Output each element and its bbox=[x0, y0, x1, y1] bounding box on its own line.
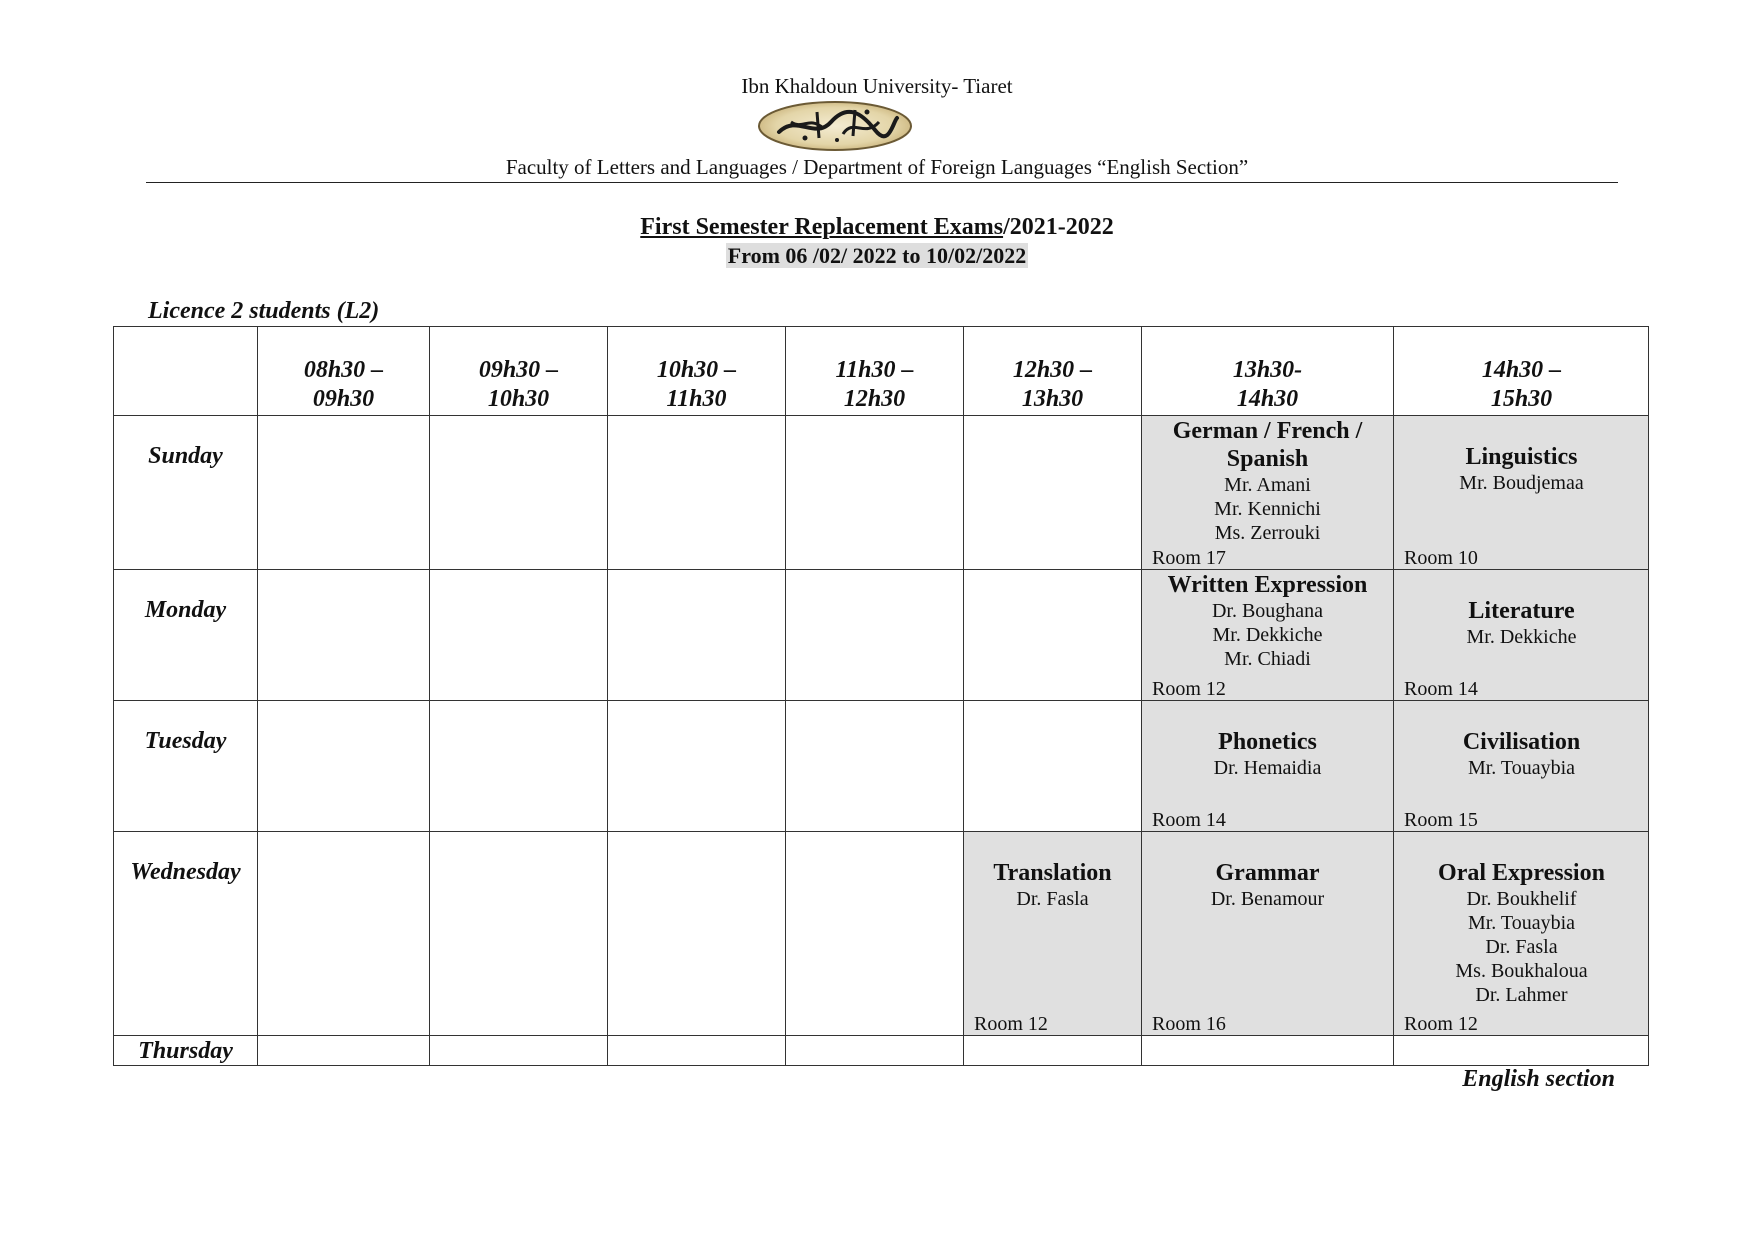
exam-teacher: Mr. Touaybia bbox=[1467, 912, 1576, 934]
exam-subject: German / French / bbox=[1172, 418, 1363, 444]
empty-slot-cell bbox=[257, 569, 429, 700]
exam-subject: Written Expression bbox=[1167, 572, 1368, 598]
timeslot-label bbox=[430, 356, 607, 414]
empty-slot-cell bbox=[963, 415, 1141, 569]
exam-teacher: Mr. Dekkiche bbox=[1212, 624, 1323, 646]
exam-room: Room 12 bbox=[1152, 678, 1226, 700]
empty-slot-cell bbox=[963, 1035, 1141, 1066]
title-main: First Semester Replacement Exams bbox=[640, 214, 1004, 240]
timeslot-header bbox=[429, 326, 607, 415]
empty-slot-cell bbox=[429, 1035, 607, 1066]
exam-details bbox=[1144, 728, 1391, 780]
exam-room: Room 14 bbox=[1152, 809, 1226, 831]
exam-details bbox=[1144, 859, 1391, 911]
exam-cell bbox=[1393, 569, 1649, 700]
empty-slot-cell bbox=[429, 415, 607, 569]
exam-teacher: Dr. Hemaidia bbox=[1213, 757, 1322, 779]
empty-slot-cell bbox=[785, 415, 963, 569]
exam-details bbox=[1396, 859, 1647, 1007]
empty-slot-cell bbox=[429, 569, 607, 700]
day-label-cell bbox=[113, 831, 257, 1035]
day-label-cell bbox=[113, 1035, 257, 1066]
date-range-text: From 06 /02/ 2022 to 10/02/2022 bbox=[727, 243, 1027, 268]
empty-slot-cell bbox=[257, 1035, 429, 1066]
day-label: Sunday bbox=[148, 443, 223, 469]
exam-details bbox=[1396, 597, 1647, 649]
header-divider bbox=[146, 182, 1618, 183]
exam-subject: Translation bbox=[993, 860, 1112, 886]
footer-signature: English section bbox=[1462, 1066, 1615, 1092]
timeslot-end: 12h30 bbox=[843, 386, 906, 412]
timeslot-end: 11h30 bbox=[666, 386, 727, 412]
exam-room: Room 15 bbox=[1404, 809, 1478, 831]
timeslot-header bbox=[257, 326, 429, 415]
exam-details bbox=[966, 859, 1139, 911]
exam-subject: Grammar bbox=[1215, 860, 1320, 886]
empty-slot-cell bbox=[785, 831, 963, 1035]
exam-cell bbox=[963, 831, 1141, 1035]
empty-slot-cell bbox=[429, 700, 607, 831]
timeslot-start: 08h30 – bbox=[303, 357, 384, 383]
exam-cell bbox=[1141, 831, 1393, 1035]
exam-details bbox=[1396, 443, 1647, 495]
exam-teacher: Dr. Fasla bbox=[1485, 936, 1558, 958]
timeslot-header bbox=[963, 326, 1141, 415]
exam-room: Room 12 bbox=[1404, 1013, 1478, 1035]
timeslot-start: 09h30 – bbox=[478, 357, 559, 383]
exam-room: Room 17 bbox=[1152, 547, 1226, 569]
header-corner-cell bbox=[113, 326, 257, 415]
empty-slot-cell bbox=[1393, 1035, 1649, 1066]
empty-slot-cell bbox=[785, 700, 963, 831]
exam-cell bbox=[1141, 569, 1393, 700]
exam-teacher: Dr. Boughana bbox=[1211, 600, 1324, 622]
timeslot-start: 10h30 – bbox=[656, 357, 737, 383]
university-calligraphy-logo-icon bbox=[757, 100, 913, 152]
empty-slot-cell bbox=[1141, 1035, 1393, 1066]
timeslot-label bbox=[608, 356, 785, 414]
timeslot-label bbox=[786, 356, 963, 414]
exam-date-range bbox=[0, 243, 1754, 269]
timeslot-label bbox=[1394, 356, 1649, 414]
exam-cell bbox=[1393, 831, 1649, 1035]
empty-slot-cell bbox=[607, 1035, 785, 1066]
timeslot-start: 11h30 – bbox=[835, 357, 914, 383]
exam-teacher: Mr. Dekkiche bbox=[1466, 626, 1577, 648]
timeslot-end: 13h30 bbox=[1021, 386, 1084, 412]
day-label: Thursday bbox=[138, 1038, 233, 1064]
timeslot-start: 14h30 – bbox=[1481, 357, 1562, 383]
exam-cell bbox=[1393, 415, 1649, 569]
exam-cell bbox=[1393, 700, 1649, 831]
day-label-cell bbox=[113, 569, 257, 700]
timeslot-label bbox=[1142, 356, 1393, 414]
exam-subject: Literature bbox=[1468, 598, 1575, 624]
exam-room: Room 12 bbox=[974, 1013, 1048, 1035]
empty-slot-cell bbox=[257, 700, 429, 831]
empty-slot-cell bbox=[607, 569, 785, 700]
exam-subject: Linguistics bbox=[1465, 444, 1578, 470]
exam-details bbox=[1396, 728, 1647, 780]
exam-teacher: Ms. Zerrouki bbox=[1214, 522, 1321, 544]
timeslot-end: 15h30 bbox=[1490, 386, 1553, 412]
timeslot-label bbox=[964, 356, 1141, 414]
exam-teacher: Dr. Fasla bbox=[1016, 888, 1089, 910]
timeslot-end: 09h30 bbox=[312, 386, 375, 412]
timeslot-header bbox=[607, 326, 785, 415]
exam-timetable bbox=[113, 326, 1649, 1066]
exam-teacher: Mr. Chiadi bbox=[1224, 648, 1311, 670]
empty-slot-cell bbox=[607, 831, 785, 1035]
exam-teacher: Mr. Touaybia bbox=[1467, 757, 1576, 779]
empty-slot-cell bbox=[429, 831, 607, 1035]
exam-room: Room 14 bbox=[1404, 678, 1478, 700]
empty-slot-cell bbox=[963, 700, 1141, 831]
exam-subject: Oral Expression bbox=[1438, 860, 1605, 886]
faculty-name: Faculty of Letters and Languages / Department of Foreign Languages “English Section” bbox=[505, 155, 1249, 179]
empty-slot-cell bbox=[785, 1035, 963, 1066]
day-label: Wednesday bbox=[130, 859, 241, 885]
exam-details bbox=[1144, 417, 1391, 545]
page-title bbox=[0, 214, 1754, 241]
exam-subject: Phonetics bbox=[1218, 729, 1317, 755]
exam-room: Room 16 bbox=[1152, 1013, 1226, 1035]
timeslot-end: 10h30 bbox=[487, 386, 550, 412]
day-label-cell bbox=[113, 700, 257, 831]
exam-teacher: Mr. Boudjemaa bbox=[1459, 472, 1584, 494]
day-label: Monday bbox=[144, 597, 227, 623]
exam-details bbox=[1144, 571, 1391, 671]
empty-slot-cell bbox=[607, 700, 785, 831]
empty-slot-cell bbox=[607, 415, 785, 569]
empty-slot-cell bbox=[257, 415, 429, 569]
exam-teacher: Ms. Boukhaloua bbox=[1455, 960, 1588, 982]
day-label: Tuesday bbox=[144, 728, 227, 754]
day-label-cell bbox=[113, 415, 257, 569]
university-name: Ibn Khaldoun University- Tiaret bbox=[741, 74, 1013, 98]
timeslot-header bbox=[1141, 326, 1393, 415]
exam-subject: Spanish bbox=[1226, 446, 1309, 472]
exam-teacher: Mr. Amani bbox=[1224, 474, 1311, 496]
exam-cell bbox=[1141, 415, 1393, 569]
exam-subject: Civilisation bbox=[1462, 729, 1581, 755]
exam-teacher: Mr. Kennichi bbox=[1214, 498, 1321, 520]
timeslot-label bbox=[258, 356, 429, 414]
timeslot-header bbox=[1393, 326, 1649, 415]
exam-room: Room 10 bbox=[1404, 547, 1478, 569]
exam-teacher: Dr. Lahmer bbox=[1475, 984, 1568, 1006]
timeslot-start: 13h30- bbox=[1232, 357, 1303, 383]
title-year: /2021-2022 bbox=[1003, 214, 1114, 240]
exam-teacher: Dr. Boukhelif bbox=[1466, 888, 1577, 910]
timeslot-end: 14h30 bbox=[1236, 386, 1299, 412]
empty-slot-cell bbox=[785, 569, 963, 700]
empty-slot-cell bbox=[257, 831, 429, 1035]
timeslot-header bbox=[785, 326, 963, 415]
exam-cell bbox=[1141, 700, 1393, 831]
exam-teacher: Dr. Benamour bbox=[1210, 888, 1325, 910]
empty-slot-cell bbox=[963, 569, 1141, 700]
level-label: Licence 2 students (L2) bbox=[148, 298, 380, 324]
timeslot-start: 12h30 – bbox=[1012, 357, 1093, 383]
